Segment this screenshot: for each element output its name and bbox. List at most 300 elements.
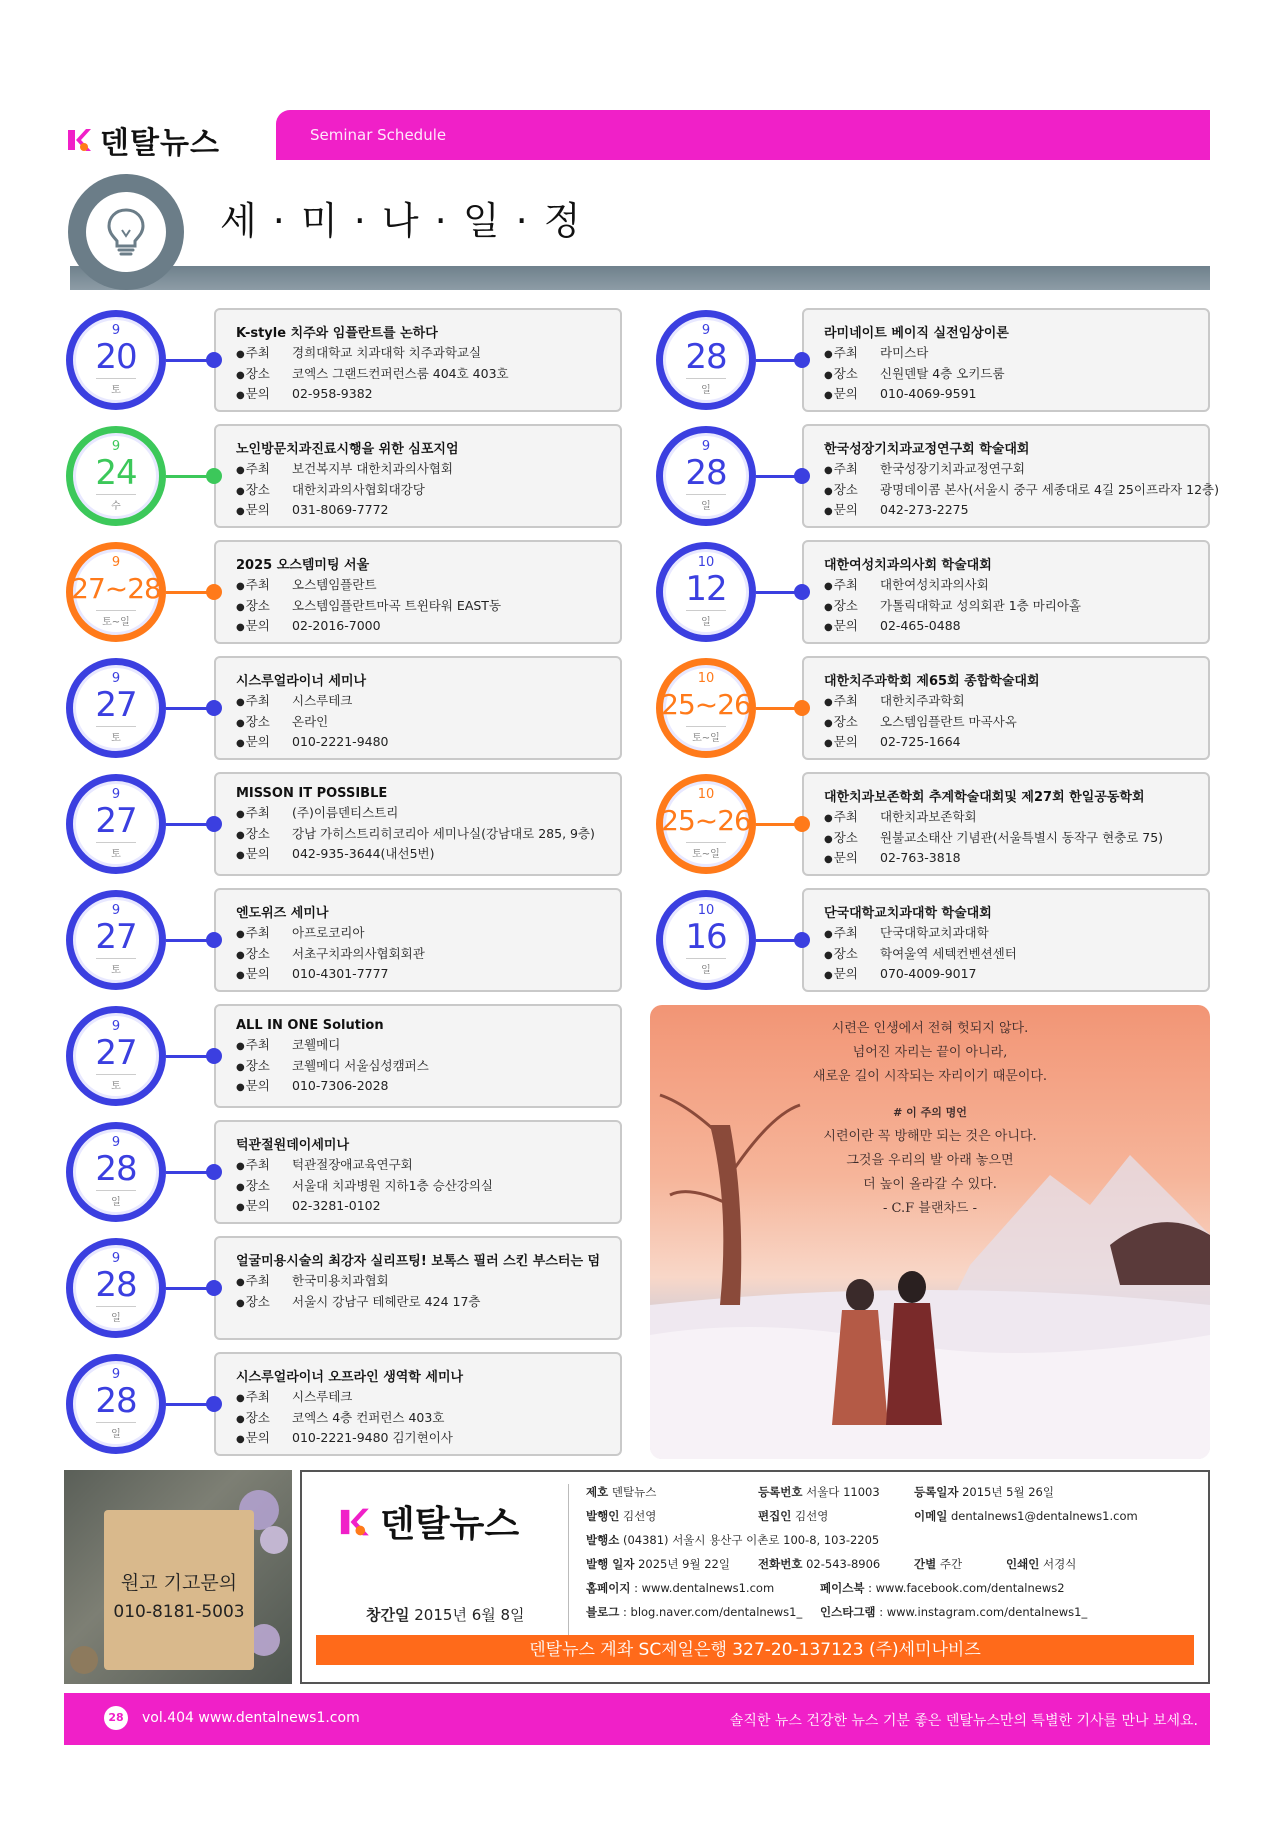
seminar-contact: 010-2221-9480 김기현이사 [292,1430,453,1445]
date-weekday: 일 [686,494,726,512]
seminar-venue-label: ● 장소 [236,1409,292,1430]
masthead-logo-text: 덴탈뉴스 [380,1504,520,1545]
seminar-venue-label: ● 장소 [236,1057,292,1078]
section-banner [276,110,1210,160]
seminar-contact-row [824,385,1208,406]
masthead-field-label: 등록일자 [914,1485,959,1499]
seminar-host-row [824,344,1208,365]
logo-mark-icon [336,1505,370,1539]
seminar-host-label: ● 주최 [236,1156,292,1177]
date-weekday: 토~일 [686,726,726,744]
date-day: 27 [95,1033,137,1073]
seminar-contact-row [236,1429,620,1450]
seminar-contact: 02-725-1664 [880,734,961,749]
masthead-field-label: 발행 일자 [586,1557,635,1571]
masthead-field-label: 발행소 [586,1533,620,1547]
seminar-title: 2025 오스템미팅 서울 [236,558,370,573]
masthead-field-value: 김선영 [622,1509,657,1523]
seminar-contact: 070-4009-9017 [880,966,977,981]
seminar-contact: 02-763-3818 [880,850,961,865]
seminar-venue: 서울시 강남구 테헤란로 424 17층 [292,1293,481,1309]
date-badge [66,310,166,410]
date-day: 28 [95,1265,137,1305]
connector-dot [794,700,810,716]
seminar-host-label: ● 주최 [236,1036,292,1057]
seminar-contact-label: ● 문의 [236,501,292,522]
page-title: 세 · 미 · 나 · 일 · 정 [220,199,583,243]
seminar-contact: 02-2016-7000 [292,618,381,633]
seminar-title: MISSON IT POSSIBLE [236,786,388,801]
date-weekday: 일 [686,610,726,628]
seminar-contact: 010-2221-9480 [292,734,389,749]
website-link[interactable]: www.dentalnews1.com [198,1710,360,1726]
seminar-venue-row [236,1409,620,1430]
masthead-field-label: 편집인 [758,1509,792,1523]
date-day: 24 [95,453,137,493]
seminar-host-label: ● 주최 [824,692,880,713]
masthead-field [586,1580,774,1596]
date-day: 27 [95,685,137,725]
seminar-card[interactable] [214,1236,622,1340]
quote-line: 넘어진 자리는 끝이 아니라, [852,1045,1008,1060]
masthead-field [758,1556,880,1572]
masthead-field-value[interactable]: : www.dentalnews1.com [634,1581,775,1595]
seminar-title: 노인방문치과진료시행을 위한 심포지엄 [236,442,459,457]
seminar-venue-row [236,825,620,846]
masthead-field-label: 페이스북 [820,1581,865,1595]
seminar-card[interactable] [214,772,622,876]
seminar-host: 단국대학교치과대학 [880,925,989,940]
masthead-field-value: 서울다 11003 [806,1485,880,1499]
seminar-host-row [236,692,620,713]
seminar-card[interactable] [214,1120,622,1224]
seminar-host-row [236,924,620,945]
date-month: 9 [701,323,711,338]
seminar-contact-row [824,617,1208,638]
seminar-title: 엔도위즈 세미나 [236,906,329,921]
seminar-contact-label: ● 문의 [824,617,880,638]
brand-logo [64,118,220,162]
date-badge [656,774,756,874]
seminar-venue: 온라인 [292,713,329,729]
seminar-host-label: ● 주최 [236,1388,292,1409]
seminar-host-row [236,460,620,481]
seminar-contact: 042-273-2275 [880,502,969,517]
seminar-venue: 오스템임플란트 마곡사옥 [880,713,1017,729]
contribution-label: 원고 기고문의 [120,1572,238,1594]
date-weekday: 토~일 [686,842,726,860]
seminar-venue-row [236,481,620,502]
seminar-venue-label: ● 장소 [236,945,292,966]
seminar-host: 대한여성치과의사회 [880,577,989,592]
seminar-title: 라미네이트 베이직 실전임상이론 [824,326,1009,341]
seminar-card[interactable] [214,656,622,760]
seminar-venue-row [236,945,620,966]
date-weekday: 토 [96,726,136,744]
seminar-host-label: ● 주최 [824,924,880,945]
seminar-contact-label: ● 문의 [824,965,880,986]
seminar-contact-row [236,501,620,522]
masthead-field [914,1508,1138,1524]
connector-dot [206,468,222,484]
section-label: Seminar Schedule [310,126,447,144]
seminar-host-label: ● 주최 [824,344,880,365]
seminar-venue-label: ● 장소 [824,597,880,618]
seminar-card[interactable] [802,772,1210,876]
seminar-host-row [824,808,1208,829]
date-day: 28 [95,1149,137,1189]
date-badge [656,890,756,990]
seminar-contact-label: ● 문의 [824,733,880,754]
connector-dot [206,1280,222,1296]
seminar-host: 코웰메디 [292,1037,341,1052]
date-day: 12 [685,569,727,609]
masthead-field-value: 02-543-8906 [806,1557,881,1571]
masthead-field [914,1484,1054,1500]
connector-dot [206,352,222,368]
founded-label: 창간일 [366,1606,410,1624]
seminar-venue-label: ● 장소 [236,597,292,618]
date-weekday: 토 [96,1074,136,1092]
masthead-field [586,1556,730,1572]
seminar-host-row [236,804,620,825]
seminar-contact-label: ● 문의 [236,385,292,406]
date-day: 25~26 [661,688,751,721]
seminar-card[interactable] [214,424,622,528]
connector-dot [794,468,810,484]
seminar-venue: 대한치과의사협회대강당 [292,481,425,497]
seminar-venue: 서울대 치과병원 지하1층 승산강의실 [292,1177,493,1193]
seminar-title: 턱관절원데이세미나 [236,1138,350,1153]
seminar-venue: 광명데이콤 본사(서울시 중구 세종대로 4길 25이프라자 12층) [880,481,1220,497]
seminar-host-row [236,1036,620,1057]
title-band [70,266,1210,290]
masthead-field [586,1484,656,1500]
masthead-field-label: 제호 [586,1485,609,1499]
date-badge [656,542,756,642]
footer-volume-url [142,1710,360,1726]
seminar-contact-label: ● 문의 [824,849,880,870]
seminar-venue: 코웰메디 서울심성캠퍼스 [292,1057,429,1073]
date-month: 10 [697,671,715,686]
seminar-venue-row [824,365,1208,386]
masthead-field [820,1604,1087,1620]
seminar-contact-row [236,733,620,754]
date-day: 28 [685,337,727,377]
masthead-field-label: 이메일 [914,1509,948,1523]
date-month: 9 [111,671,121,686]
seminar-venue: 코엑스 그랜드컨퍼런스룸 404호 403호 [292,365,509,381]
seminar-host: 한국성장기치과교정연구회 [880,461,1025,476]
volume: vol.404 [142,1710,194,1726]
seminar-venue: 신원덴탈 4층 오키드룸 [880,365,1005,381]
seminar-contact-row [236,617,620,638]
seminar-contact-row [824,501,1208,522]
seminar-host-label: ● 주최 [236,576,292,597]
seminar-contact: 02-3281-0102 [292,1198,381,1213]
date-day: 28 [685,453,727,493]
quote-heading: # 이 주의 명언 [893,1106,967,1119]
masthead-field-label: 전화번호 [758,1557,803,1571]
masthead-field-value: 덴탈뉴스 [611,1485,657,1499]
footer-slogan: 솔직한 뉴스 건강한 뉴스 기분 좋은 덴탈뉴스만의 특별한 기사를 만나 보세요. [729,1713,1198,1729]
date-month: 10 [697,787,715,802]
date-weekday: 토 [96,378,136,396]
seminar-venue-row [824,829,1208,850]
seminar-host-label: ● 주최 [824,460,880,481]
seminar-contact-row [824,965,1208,986]
seminar-card[interactable] [214,308,622,412]
date-month: 9 [111,439,121,454]
seminar-contact: 02-958-9382 [292,386,373,401]
seminar-venue-label: ● 장소 [824,829,880,850]
masthead-field-label: 간별 [914,1557,937,1571]
date-weekday: 일 [96,1306,136,1324]
seminar-venue-label: ● 장소 [824,713,880,734]
connector-dot [794,932,810,948]
seminar-card[interactable] [802,424,1220,528]
connector-dot [206,1164,222,1180]
masthead-field [586,1604,802,1620]
date-month: 9 [111,903,121,918]
seminar-host: (주)이름덴티스트리 [292,805,399,820]
seminar-host: 보건복지부 대한치과의사협회 [292,461,453,476]
quote-line: 시련이란 꼭 방해만 되는 것은 아니다. [823,1129,1037,1144]
quote-line: 새로운 길이 시작되는 자리이기 때문이다. [812,1069,1048,1084]
date-badge [66,1006,166,1106]
seminar-host: 라미스타 [880,345,929,360]
seminar-contact-label: ● 문의 [236,965,292,986]
date-badge [66,1238,166,1338]
seminar-contact-row [236,965,620,986]
seminar-title: 대한여성치과의사회 학술대회 [824,558,992,573]
masthead-field-value: (04381) 서울시 용산구 이촌로 100-8, 103-2205 [622,1533,880,1547]
bank-account-bar: 덴탈뉴스 계좌 SC제일은행 327-20-137123 (주)세미나비즈 [316,1635,1194,1665]
date-day: 28 [95,1381,137,1421]
seminar-title: 시스루얼라이너 오프라인 생역학 세미나 [236,1370,464,1385]
seminar-title: ALL IN ONE Solution [236,1018,384,1033]
seminar-host-label: ● 주최 [236,804,292,825]
date-month: 9 [701,439,711,454]
date-badge [656,426,756,526]
date-month: 9 [111,323,121,338]
seminar-contact: 031-8069-7772 [292,502,389,517]
seminar-host: 대한치과보존학회 [880,809,977,824]
seminar-venue-row [236,1057,620,1078]
seminar-card[interactable] [802,308,1210,412]
quote-image [650,1005,1210,1459]
date-day: 16 [685,917,727,957]
seminar-host-label: ● 주최 [236,924,292,945]
date-day: 25~26 [661,804,751,837]
seminar-host: 한국미용치과협회 [292,1273,389,1288]
seminar-contact: 010-4069-9591 [880,386,977,401]
seminar-card[interactable] [214,888,622,992]
seminar-host: 오스템임플란트 [292,577,377,592]
seminar-title: K-style 치주와 임플란트를 논하다 [236,326,438,341]
date-weekday: 일 [686,958,726,976]
seminar-title: 단국대학교치과대학 학술대회 [824,906,992,921]
date-month: 9 [111,1367,121,1382]
connector-dot [206,584,222,600]
date-day: 27~28 [71,572,161,605]
connector-dot [794,816,810,832]
date-weekday: 일 [686,378,726,396]
masthead-field-value[interactable]: : www.facebook.com/dentalnews2 [868,1581,1065,1595]
seminar-host-row [236,576,620,597]
masthead-field-label: 블로그 [586,1605,620,1619]
date-month: 9 [111,1135,121,1150]
seminar-contact-row [236,1077,620,1098]
seminar-venue-label: ● 장소 [824,481,880,502]
connector-dot [206,932,222,948]
divider [568,1484,569,1636]
seminar-contact-row [236,385,620,406]
contribution-phone: 010-8181-5003 [113,1602,245,1622]
seminar-venue-label: ● 장소 [236,1177,292,1198]
seminar-title: 얼굴미용시술의 최강자 실리프팅! 보톡스 필러 스킨 부스터는 덤 [236,1254,601,1269]
seminar-venue-label: ● 장소 [824,945,880,966]
seminar-title: 시스루얼라이너 세미나 [236,674,367,689]
seminar-venue-row [824,597,1208,618]
seminar-host-row [236,1388,620,1409]
masthead-field-label: 발행인 [586,1509,620,1523]
masthead-field-value: dentalnews1@dentalnews1.com [950,1509,1138,1523]
seminar-host-row [824,460,1208,481]
contribution-card [104,1510,254,1670]
date-month: 10 [697,903,715,918]
seminar-card[interactable] [214,540,622,644]
seminar-venue-row [236,713,620,734]
seminar-host-row [824,576,1208,597]
masthead-details [586,1484,1186,1644]
quote-author: - C.F 블랜차드 - [882,1201,978,1216]
seminar-contact-row [824,849,1208,870]
seminar-card[interactable] [802,888,1210,992]
masthead-field-value: 서경식 [1042,1557,1077,1571]
seminar-venue-row [824,945,1208,966]
masthead-field [758,1484,880,1500]
date-weekday: 토 [96,842,136,860]
seminar-host-row [824,692,1208,713]
seminar-venue: 코엑스 4층 컨퍼런스 403호 [292,1409,445,1425]
seminar-contact-row [236,845,620,866]
seminar-card[interactable] [214,1004,622,1108]
seminar-venue: 학여울역 세텍컨벤션센터 [880,945,1017,961]
seminar-host-label: ● 주최 [236,1272,292,1293]
date-weekday: 토~일 [96,610,136,628]
seminar-host-label: ● 주최 [236,692,292,713]
page-number: 28 [104,1706,128,1730]
connector-dot [794,352,810,368]
seminar-host: 시스루테크 [292,693,353,708]
seminar-contact-label: ● 문의 [824,501,880,522]
seminar-card[interactable] [802,540,1210,644]
date-badge [66,1122,166,1222]
connector-dot [206,816,222,832]
seminar-contact-label: ● 문의 [236,1077,292,1098]
seminar-host: 경희대학교 치과대학 치주과학교실 [292,345,482,360]
connector-dot [794,584,810,600]
masthead-field-value[interactable]: : www.instagram.com/dentalnews1_ [879,1605,1088,1619]
seminar-venue-row [824,713,1208,734]
quote-line: 그것을 우리의 발 아래 놓으면 [846,1153,1014,1168]
founded-value: 2015년 6월 8일 [414,1606,525,1624]
seminar-contact-label: ● 문의 [236,845,292,866]
masthead-field [758,1508,828,1524]
date-day: 27 [95,801,137,841]
seminar-venue-label: ● 장소 [236,825,292,846]
seminar-venue-label: ● 장소 [236,481,292,502]
seminar-venue: 오스템임플란트마곡 트윈타워 EAST동 [292,597,502,613]
date-badge [656,658,756,758]
seminar-venue-row [236,1293,620,1314]
date-badge [66,658,166,758]
seminar-venue-label: ● 장소 [236,713,292,734]
date-badge [66,542,166,642]
date-day: 20 [95,337,137,377]
seminar-contact: 010-4301-7777 [292,966,389,981]
seminar-contact-row [236,1197,620,1218]
seminar-venue-label: ● 장소 [236,1293,292,1314]
masthead-field-label: 인쇄인 [1006,1557,1040,1571]
seminar-contact-row [824,733,1208,754]
seminar-venue-row [236,1177,620,1198]
seminar-contact-label: ● 문의 [236,617,292,638]
date-weekday: 일 [96,1422,136,1440]
seminar-host-label: ● 주최 [824,576,880,597]
date-month: 9 [111,1251,121,1266]
masthead-field [914,1556,962,1572]
seminar-host-label: ● 주최 [236,460,292,481]
seminar-card[interactable] [214,1352,622,1456]
masthead-field-value[interactable]: : blog.naver.com/dentalnews1_ [622,1605,803,1619]
seminar-title: 대한치주과학회 제65회 종합학술대회 [824,674,1040,689]
masthead-field-label: 인스타그램 [820,1605,876,1619]
seminar-contact: 042-935-3644(내선5번) [292,846,435,861]
date-badge [66,1354,166,1454]
seminar-venue: 원불교소태산 기념관(서울특별시 동작구 현충로 75) [880,829,1164,845]
seminar-card[interactable] [802,656,1210,760]
masthead-field-value: 2015년 5월 26일 [962,1485,1054,1499]
seminar-venue: 서초구치과의사협회회관 [292,945,425,961]
seminar-host: 대한치주과학회 [880,693,965,708]
date-badge [656,310,756,410]
lightbulb-icon [86,192,166,272]
seminar-host-row [236,1272,620,1293]
seminar-contact-label: ● 문의 [236,1197,292,1218]
seminar-host-label: ● 주최 [824,808,880,829]
seminar-host: 아프로코리아 [292,925,365,940]
masthead-field-value: 2025년 9월 22일 [638,1557,730,1571]
logo-mark-icon [64,126,92,154]
seminar-contact: 010-7306-2028 [292,1078,389,1093]
connector-dot [206,700,222,716]
seminar-host: 턱관절장애교육연구회 [292,1157,413,1172]
seminar-contact: 02-465-0488 [880,618,961,633]
seminar-title: 한국성장기치과교정연구회 학술대회 [824,442,1030,457]
connector-dot [206,1396,222,1412]
logo-text: 덴탈뉴스 [100,126,220,161]
masthead-field-label: 홈페이지 [586,1581,631,1595]
seminar-venue: 가톨릭대학교 성의회관 1층 마리아홀 [880,597,1081,613]
date-weekday: 일 [96,1190,136,1208]
seminar-venue-row [824,481,1220,502]
date-weekday: 토 [96,958,136,976]
seminar-host-row [236,344,620,365]
masthead-field [820,1580,1065,1596]
seminar-contact-label: ● 문의 [824,385,880,406]
